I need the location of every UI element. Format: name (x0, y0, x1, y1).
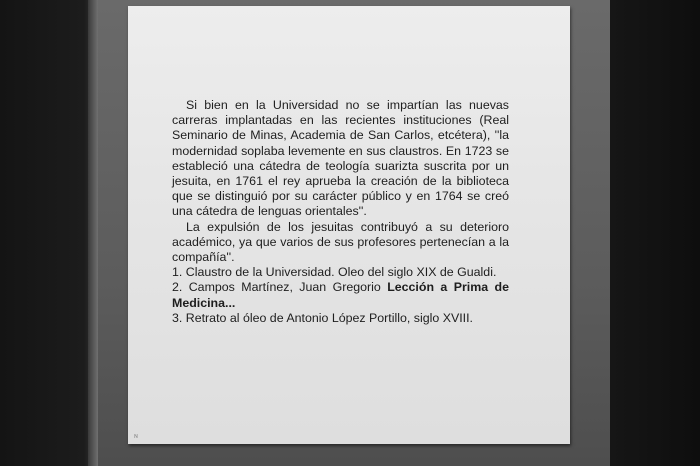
caption-2-author: 2. Campos Martínez, Juan Gregorio (172, 280, 388, 295)
placard-caption-1: 1. Claustro de la Universidad. Oleo del siglo XIX de Gualdi. (172, 265, 497, 280)
placard-text (172, 98, 509, 326)
placard-caption-3: 3. Retrato al óleo de Antonio López Portillo, siglo XVIII. (172, 310, 473, 325)
caption-2-work-title: Lección a Prima de Medicina... (172, 280, 509, 310)
placard-paragraph-2: La expulsión de los jesuitas contribuyó a su deterioro académico, ya que varios de sus profesores pertenecían a la compañía''. (172, 219, 509, 265)
exhibit-placard (128, 6, 570, 444)
corner-mark: ɴ (134, 433, 138, 440)
placard-caption-2 (172, 280, 509, 310)
placard-paragraph-1: Si bien en la Universidad no se impartían las nuevas carreras implantadas en las recientes instituciones (Real Seminario de Minas, Academia de San Carlos, etcétera), ''la modernidad soplaba levemente en sus claustros. En 1723 se estableció una cátedra de teología suarizta suscrita por un jesuita, en 1761 el rey aprueba la creación de la biblioteca que se distinguió por su carácter público y en 1764 se creó una cátedra de lenguas orientales''. (172, 98, 509, 219)
frame-edge (88, 0, 98, 466)
